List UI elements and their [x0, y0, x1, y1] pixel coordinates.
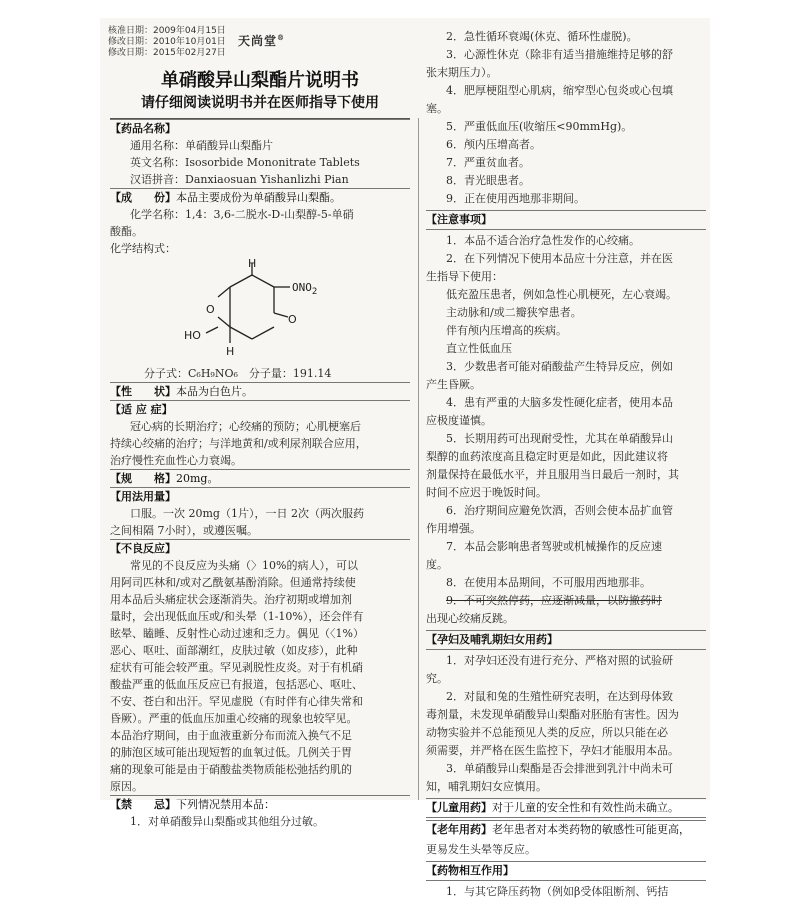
pregnancy-item: 3．单硝酸异山梨酯是否会排泄到乳汁中尚未可	[446, 762, 673, 775]
contra-item-cont: 张末期压力）。	[426, 66, 498, 79]
section-elderly	[426, 820, 706, 839]
section-precautions	[426, 210, 706, 230]
adverse-line: 恶心、呕吐、面部潮红，皮肤过敏（如皮疹），此种	[110, 644, 358, 657]
precaution-item: 4．患有严重的大脑多发性硬化症者，使用本品	[446, 396, 673, 409]
approval-dates	[108, 26, 226, 59]
precaution-item-cont: 时间不应迟于晚饭时间。	[426, 486, 547, 499]
adverse-line: 常见的不良反应为头痛（〉10%的病人），可以	[130, 559, 358, 572]
atom-o-right: O	[288, 313, 297, 326]
pregnancy-item-cont: 须需要，并严格在医生监控下，孕妇才能服用本品。	[426, 744, 679, 757]
section-header: 【规 格】	[110, 472, 176, 485]
section-children	[426, 798, 706, 818]
indication-line: 冠心病的长期治疗；心绞痛的预防；心肌梗塞后	[130, 420, 361, 433]
precaution-item: 5．长期用药可出现耐受性，尤其在单硝酸异山	[446, 432, 673, 445]
molecular-formula: 分子式：C₆H₉NO₆ 分子量：191.14	[144, 367, 332, 380]
left-column	[110, 118, 410, 828]
precaution-item-cont: 度。	[426, 558, 448, 571]
pregnancy-item-cont: 毒剂量，未发现单硝酸异山梨酯对胚胎有害性。因为	[426, 708, 679, 721]
precaution-item-cont: 剂量保持在最低水平，并且服用当日最后一剂时，其	[426, 468, 679, 481]
section-drug-name	[110, 119, 410, 137]
precaution-item: 伴有颅内压增高的疾病。	[446, 324, 567, 337]
group-ono2: $ONO_2$	[292, 281, 318, 297]
precaution-item-cont: 生指导下使用：	[426, 270, 503, 283]
adverse-line: 本品治疗期间，由于血液重新分布而流入换气不足	[110, 729, 352, 742]
section-contraindication	[110, 795, 410, 813]
adverse-line: 酸盐严重的低血压反应已有报道，包括恶心、呕吐、	[110, 678, 363, 691]
section-header: 【适 应 症】	[110, 403, 173, 416]
section-header: 【禁 忌】	[110, 798, 176, 811]
contra-item: 8．青光眼患者。	[446, 174, 530, 187]
precaution-item: 低充盈压患者，例如急性心肌梗死，左心衰竭。	[446, 288, 677, 301]
adverse-line: 痛的现象可能是由于硝酸盐类物质能松弛括约肌的	[110, 763, 352, 776]
precaution-item-cont: 出现心绞痛反跳。	[426, 612, 514, 625]
adverse-line: 用本品后头痛症状会逐渐消失。治疗初期或增加剂	[110, 593, 352, 606]
structure-diagram	[170, 257, 370, 365]
adverse-line: 用阿司匹林和/或对乙酰氨基酚消除。但通常持续使	[110, 576, 356, 589]
adverse-line: 昏厥）。严重的低血压加重心绞痛的现象也较罕见。	[110, 712, 358, 725]
contra-item: 2．急性循环衰竭(休克、循环性虚脱)。	[446, 30, 638, 43]
section-header: 【药品名称】	[110, 122, 176, 135]
precaution-item: 2．在下列情况下使用本品应十分注意，并在医	[446, 252, 673, 265]
precaution-item: 9．不可突然停药，应逐渐减量，以防撤药时	[446, 594, 662, 607]
contra-item: 7．严重贫血者。	[446, 156, 530, 169]
section-header: 【用法用量】	[110, 490, 176, 503]
brand-name: 天尚堂	[238, 34, 278, 48]
atom-o-left: O	[206, 303, 215, 316]
elderly-text-cont: 更易发生头晕等反应。	[426, 843, 536, 856]
revise-date-1: 修改日期：2010年10月01日	[108, 37, 226, 47]
adverse-line: 量时，会出现低血压或/和头晕（1-10%），还会伴有	[110, 610, 364, 623]
precaution-item: 8．在使用本品期间，不可服用西地那非。	[446, 576, 651, 589]
adverse-line: 原因。	[110, 780, 143, 793]
precaution-item: 3．少数患者可能对硝酸盐产生特异反应，例如	[446, 360, 673, 373]
section-character	[110, 382, 410, 400]
pinyin-name: 汉语拼音：Danxiaosuan Yishanlizhi Pian	[130, 173, 349, 186]
brand-logo	[238, 32, 285, 49]
adverse-line: 不安、苍白和出汗。罕见虚脱（有时伴有心律失常和	[110, 695, 363, 708]
contra-text: 下列情况禁用本品：	[176, 798, 275, 811]
adverse-line: 症状有可能会较严重。罕见剥脱性皮炎。对于有机硝	[110, 661, 363, 674]
revise-date-2: 修改日期：2015年02月27日	[108, 48, 226, 58]
group-ho: HO	[184, 329, 201, 342]
adverse-line: 的肺泡区域可能出现短暂的血氧过低。几例关于胃	[110, 746, 352, 759]
precaution-item: 1．本品不适合治疗急性发作的心绞痛。	[446, 234, 640, 247]
pregnancy-item: 1．对孕妇还没有进行充分、严格对照的试验研	[446, 654, 673, 667]
chemical-name-cont: 酸酯。	[110, 225, 143, 238]
section-usage	[110, 487, 410, 505]
usage-line: 口服。一次 20mg（1片），一日 2次（两次服药	[130, 507, 364, 520]
english-name: 英文名称：Isosorbide Mononitrate Tablets	[130, 156, 360, 169]
precaution-item: 7．本品会影响患者驾驶或机械操作的反应速	[446, 540, 662, 553]
contra-item: 1．对单硝酸异山梨酯或其他组分过敏。	[130, 815, 324, 828]
precaution-item: 主动脉和/或二瓣狭窄患者。	[446, 306, 582, 319]
right-column	[426, 28, 706, 898]
section-adverse	[110, 539, 410, 557]
elderly-text: 老年患者对本类药物的敏感性可能更高，	[492, 823, 690, 836]
pregnancy-item: 2．对鼠和兔的生殖性研究表明，在达到母体致	[446, 690, 673, 703]
contra-item: 6．颅内压增高者。	[446, 138, 541, 151]
section-header: 【注意事项】	[426, 213, 492, 226]
character-text: 本品为白色片。	[176, 385, 253, 398]
section-pregnancy	[426, 630, 706, 650]
section-header: 【老年用药】	[426, 823, 492, 836]
adverse-line: 眩晕、瞌睡、反射性心动过速和乏力。偶见（〈1%）	[110, 627, 364, 640]
pregnancy-item-cont: 知，哺乳期妇女应慎用。	[426, 780, 547, 793]
precaution-item-cont: 作用增强。	[426, 522, 481, 535]
section-interaction	[426, 861, 706, 881]
section-header: 【成 份】	[110, 191, 176, 204]
atom-h-bottom: H	[226, 345, 235, 358]
section-header: 【儿童用药】	[426, 801, 492, 814]
precaution-item: 直立性低血压	[446, 342, 512, 355]
precaution-item-cont: 产生昏厥。	[426, 378, 481, 391]
structure-label: 化学结构式：	[110, 242, 176, 255]
children-text: 对于儿童的安全性和有效性尚未确立。	[492, 801, 679, 814]
pregnancy-item-cont: 动物实验并不总能预见人类的反应，所以只能在必	[426, 726, 668, 739]
registered-mark: ®	[277, 33, 286, 42]
spec-text: 20mg。	[176, 472, 219, 485]
section-header: 【性 状】	[110, 385, 176, 398]
chemical-name: 化学名称：1,4：3,6-二脱水-D-山梨醇-5-单硝	[130, 208, 354, 221]
column-divider	[418, 118, 419, 800]
section-spec	[110, 469, 410, 487]
common-name: 通用名称：单硝酸异山梨酯片	[130, 139, 273, 152]
indication-line: 持续心绞痛的治疗；与洋地黄和/或利尿剂联合应用，	[110, 437, 367, 450]
section-composition	[110, 188, 410, 206]
usage-line: 之间相隔 7小时），或遵医嘱。	[110, 524, 258, 537]
section-header: 【孕妇及哺乳期妇女用药】	[426, 633, 558, 646]
section-header: 【药物相互作用】	[426, 864, 514, 877]
indication-line: 治疗慢性充血性心力衰竭。	[110, 454, 242, 467]
contra-item: 5．严重低血压(收缩压<90mmHg)。	[446, 120, 633, 133]
document-title: 单硝酸异山梨酯片说明书	[161, 70, 359, 91]
atom-h-top: H	[248, 257, 257, 270]
contra-item: 3．心源性休克（除非有适当措施维持足够的舒	[446, 48, 673, 61]
contra-item-cont: 塞。	[426, 102, 448, 115]
document-subtitle: 请仔细阅读说明书并在医师指导下使用	[141, 95, 379, 111]
composition-text: 本品主要成份为单硝酸异山梨酯。	[176, 191, 341, 204]
precaution-item: 6．治疗期间应避免饮酒，否则会使本品扩血管	[446, 504, 673, 517]
contra-item: 9．正在使用西地那非期间。	[446, 192, 585, 205]
interaction-item: 1．与其它降压药物（例如β受体阻断剂、钙拮	[446, 885, 669, 898]
section-header: 【不良反应】	[110, 542, 176, 555]
contra-item: 4．肥厚梗阻型心肌病，缩窄型心包炎或心包填	[446, 84, 673, 97]
chemical-structure	[110, 257, 410, 365]
section-indication	[110, 400, 410, 418]
pregnancy-item-cont: 究。	[426, 672, 448, 685]
approve-date: 核准日期：2009年04月15日	[108, 26, 226, 36]
precaution-item-cont: 梨醇的血药浓度高且稳定时更是如此，因此建议将	[426, 450, 668, 463]
precaution-item-cont: 应极度谨慎。	[426, 414, 492, 427]
